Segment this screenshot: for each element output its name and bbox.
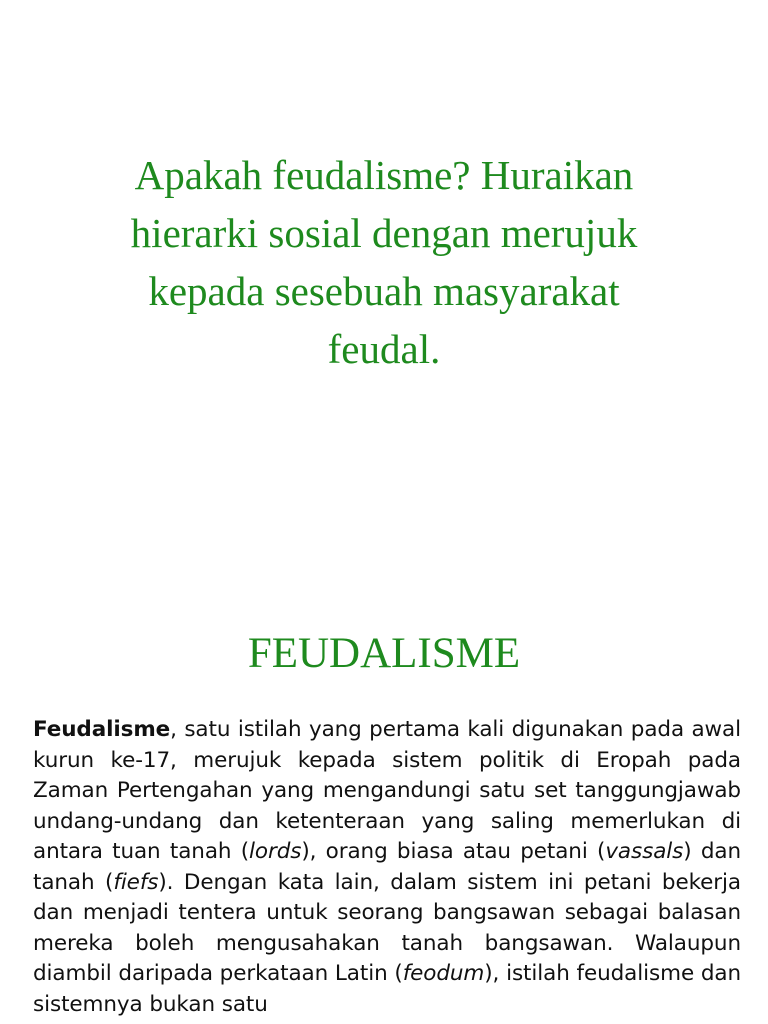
term-vassals: vassals: [605, 839, 684, 864]
text-segment-2: ), orang biasa atau petani (: [301, 839, 606, 864]
question-line-3: kepada sesebuah masyarakat: [148, 268, 620, 314]
question-line-4: feudal.: [327, 326, 441, 372]
term-feodum: feodum: [402, 961, 485, 986]
term-fiefs: fiefs: [113, 869, 159, 895]
question-line-1: Apakah feudalisme? Huraikan: [134, 152, 634, 198]
question-line-2: hierarki sosial dengan merujuk: [130, 210, 638, 256]
term-feudalisme: Feudalisme: [33, 717, 171, 742]
text-segment-1: , satu istilah yang pertama kali digunakan pada awal kurun ke-17, merujuk kepada sistem politik di Eropah pada Zaman Pertengahan yang mengandungi satu set tanggungjawab undang-undang dan ketenteraan yang saling memerlukan di antara tuan tanah (: [33, 717, 741, 864]
text-segment-3: ) dan tanah (: [33, 839, 742, 895]
body-paragraph: [33, 715, 741, 1020]
text-segment-5: ), istilah feudalisme dan sistemnya bukan satu: [33, 961, 741, 1017]
text-segment-4: ). Dengan kata lain, dalam sistem ini petani bekerja dan menjadi tentera untuk seorang bangsawan sebagai balasan mereka boleh mengusahakan tanah bangsawan. Walaupun diambil daripada perkataan Latin (: [33, 869, 741, 986]
question-title: [60, 146, 708, 378]
term-lords: lords: [249, 839, 302, 864]
section-heading: FEUDALISME: [247, 630, 521, 677]
